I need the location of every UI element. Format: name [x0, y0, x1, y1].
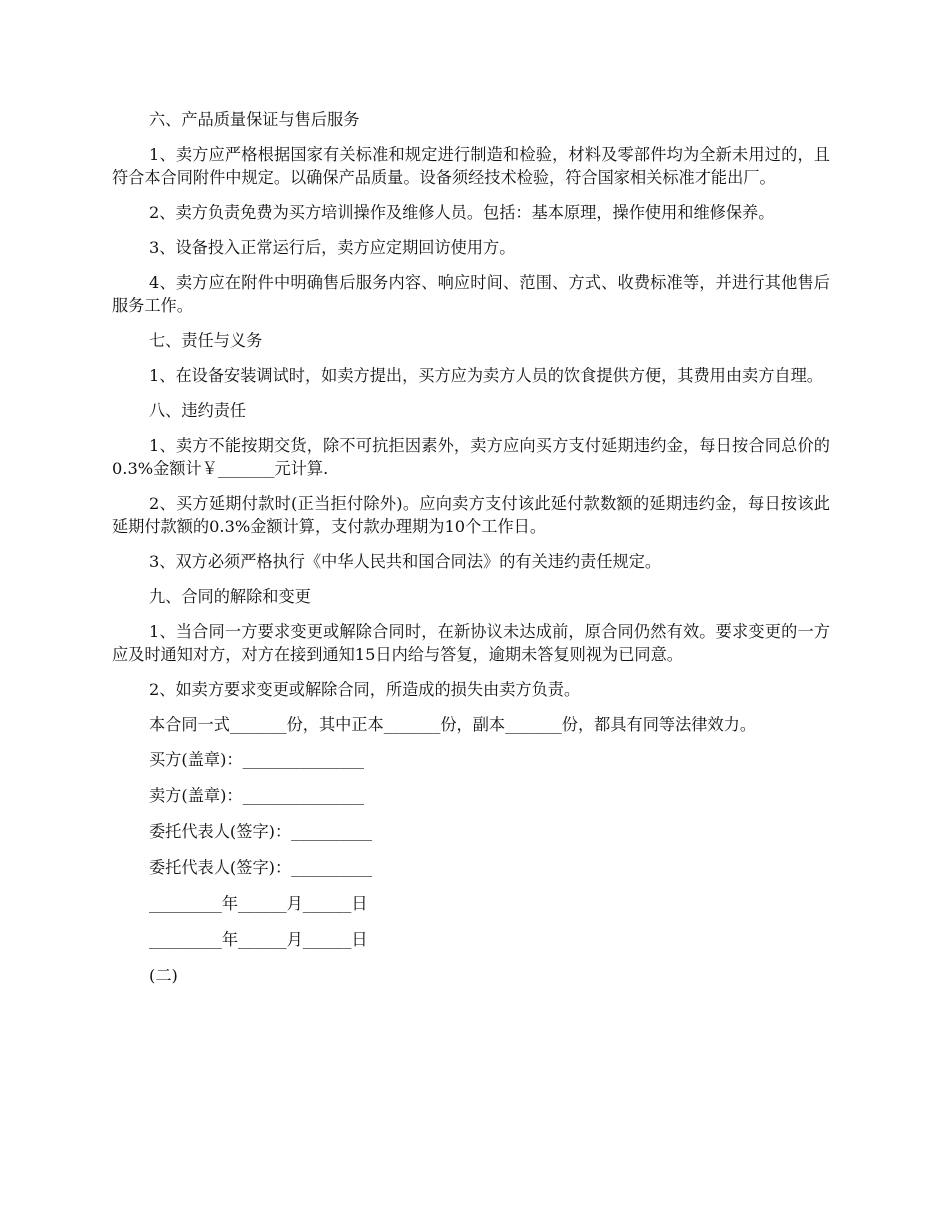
section-9-heading: 九、合同的解除和变更	[149, 587, 311, 606]
date-line-2: _________年______月______日	[149, 930, 368, 949]
buyer-seal-line: 买方(盖章)：_______________	[149, 750, 364, 769]
representative-signature-line-2: 委托代表人(签字)：__________	[149, 858, 373, 877]
section-6-heading: 六、产品质量保证与售后服务	[149, 110, 360, 129]
document-page	[112, 108, 830, 1000]
section-6-paragraph-1: 1、卖方应严格根据国家有关标准和规定进行制造和检验，材料及零部件均为全新未用过的，且符合本合同附件中规定。以确保产品质量。设备须经技术检验，符合国家相关标准才能出厂。	[112, 145, 830, 187]
section-6-paragraph-2: 2、卖方负责免费为买方培训操作及维修人员。包括：基本原理，操作使用和维修保养。	[149, 203, 775, 222]
representative-signature-line-1: 委托代表人(签字)：__________	[149, 822, 373, 841]
section-7-heading: 七、责任与义务	[149, 331, 263, 350]
section-6-paragraph-3: 3、设备投入正常运行后，卖方应定期回访使用方。	[149, 238, 516, 257]
section-9-paragraph-1: 1、当合同一方要求变更或解除合同时，在新协议未达成前，原合同仍然有效。要求变更的一方应及时通知对方，对方在接到通知15日内给与答复，逾期未答复则视为已同意。	[112, 622, 830, 664]
section-8-heading: 八、违约责任	[149, 401, 247, 420]
section-8-paragraph-1: 1、卖方不能按期交货，除不可抗拒因素外，卖方应向买方支付延期违约金，每日按合同总价的0.3%金额计￥_______元计算.	[112, 436, 830, 478]
part-two-marker: (二)	[149, 966, 178, 985]
copies-clause: 本合同一式_______份，其中正本_______份，副本_______份，都具有同等法律效力。	[149, 715, 757, 734]
section-6-paragraph-4: 4、卖方应在附件中明确售后服务内容、响应时间、范围、方式、收费标准等，并进行其他售后服务工作。	[112, 273, 830, 315]
date-line-1: _________年______月______日	[149, 894, 368, 913]
section-8-paragraph-2: 2、买方延期付款时(正当拒付除外)。应向卖方支付该此延付款数额的延期违约金，每日按该此延期付款额的0.3%金额计算，支付款办理期为10个工作日。	[112, 494, 830, 536]
section-8-paragraph-3: 3、双方必须严格执行《中华人民共和国合同法》的有关违约责任规定。	[149, 552, 662, 571]
section-7-paragraph-1: 1、在设备安装调试时，如卖方提出，买方应为卖方人员的饮食提供方便，其费用由卖方自理。	[149, 366, 823, 385]
section-9-paragraph-2: 2、如卖方要求变更或解除合同，所造成的损失由卖方负责。	[149, 680, 581, 699]
seller-seal-line: 卖方(盖章)：_______________	[149, 786, 364, 805]
